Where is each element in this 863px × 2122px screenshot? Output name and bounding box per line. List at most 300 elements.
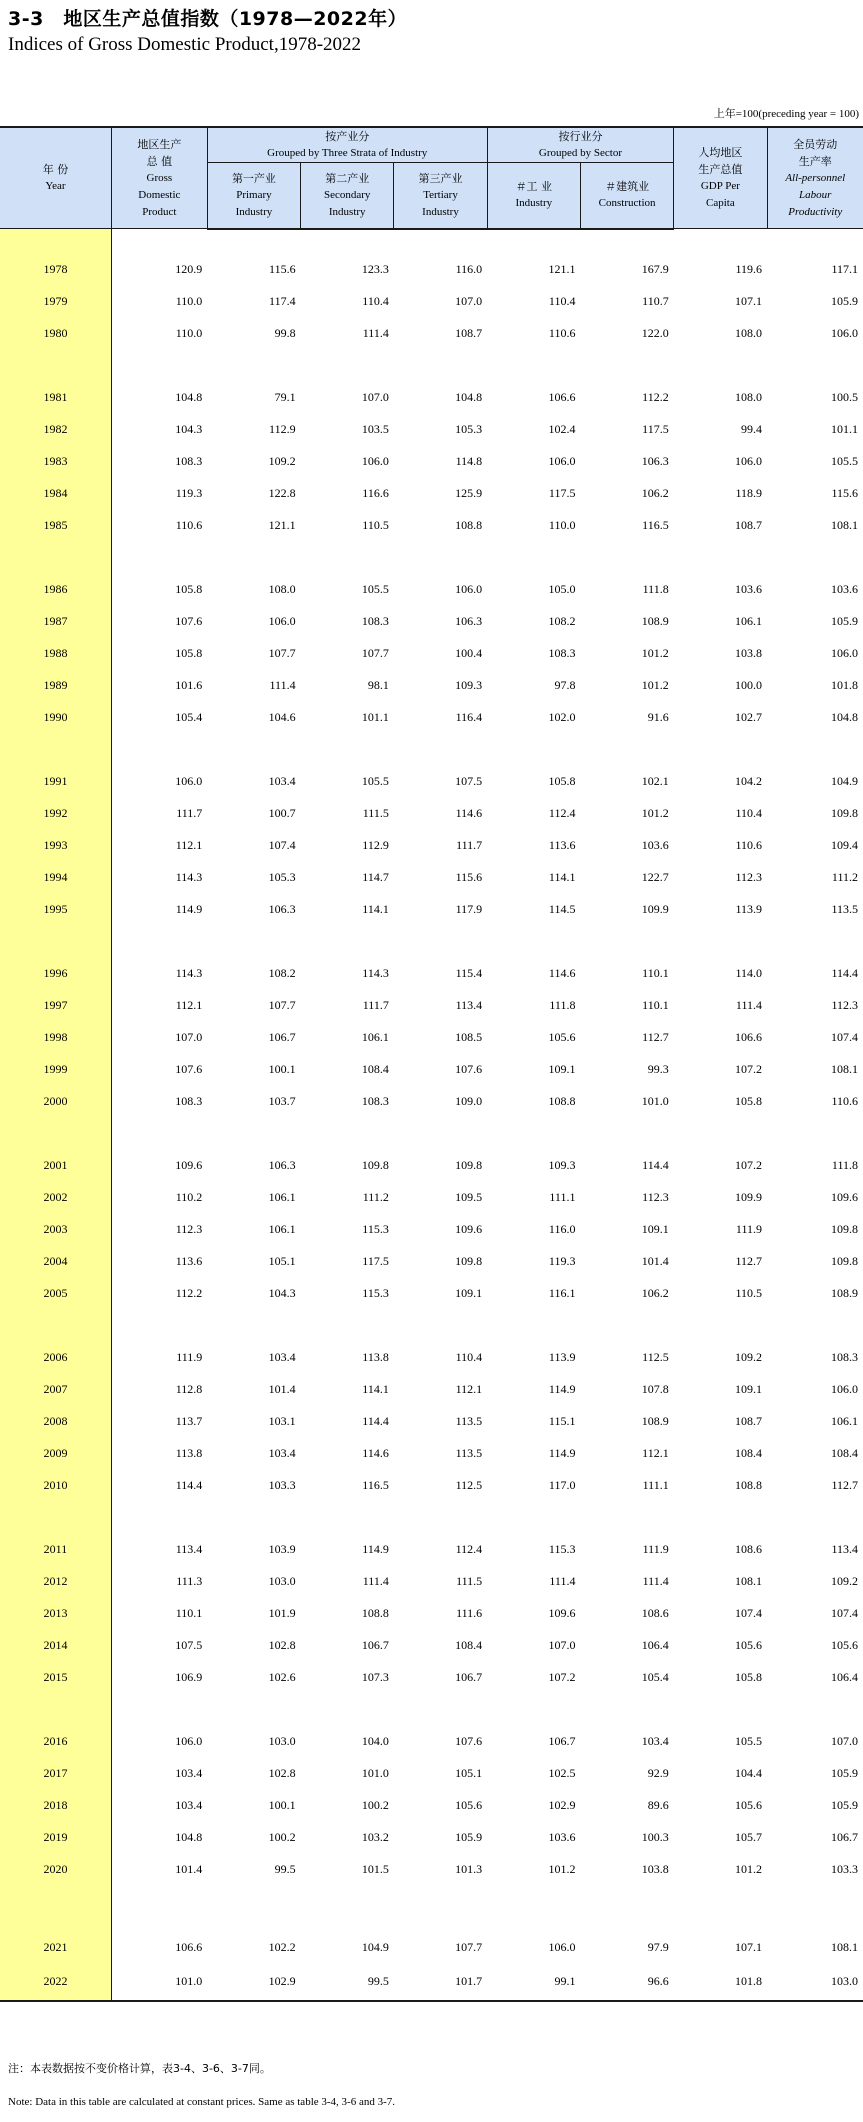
value-cell: 98.1 (367, 678, 389, 692)
value-cell: 114.9 (362, 1542, 389, 1556)
value-cell: 116.0 (455, 262, 483, 276)
year-cell: 2003 (0, 1214, 111, 1246)
value-cell (580, 1310, 673, 1342)
value-cell: 105.9 (831, 614, 858, 628)
table-row (0, 1406, 863, 1438)
value-cell: 113.4 (455, 998, 483, 1012)
header-labour-productivity (767, 127, 863, 229)
value-cell: 111.8 (549, 998, 576, 1012)
value-cell: 112.7 (831, 1478, 858, 1492)
value-cell: 108.4 (361, 1062, 389, 1076)
year-cell: 2020 (0, 1854, 111, 1886)
value-cell (394, 1310, 487, 1342)
year-cell: 1991 (0, 766, 111, 798)
value-cell: 108.8 (548, 1094, 576, 1108)
value-cell (301, 1502, 394, 1534)
header-sector-cn: 按行业分 (558, 130, 603, 143)
value-cell: 123.3 (361, 262, 389, 276)
value-cell: 114.0 (735, 966, 763, 980)
value-cell: 110.4 (735, 806, 763, 820)
value-cell: 112.2 (642, 390, 669, 404)
year-cell: 2021 (0, 1932, 111, 1964)
value-cell: 109.6 (831, 1190, 858, 1204)
header-secondary (301, 163, 394, 229)
value-cell: 89.6 (647, 1798, 669, 1812)
value-cell (580, 926, 673, 958)
value-cell: 102.8 (268, 1766, 296, 1780)
value-cell (674, 1694, 767, 1726)
value-cell: 106.2 (641, 1286, 669, 1300)
value-cell: 102.6 (268, 1670, 296, 1684)
table-row (0, 382, 863, 414)
value-cell: 108.2 (548, 614, 576, 628)
gdp-index-table-container (0, 126, 863, 2002)
value-cell: 108.6 (641, 1606, 669, 1620)
value-cell (207, 734, 300, 766)
value-cell: 102.7 (735, 710, 763, 724)
value-cell: 107.5 (455, 774, 483, 788)
value-cell: 117.4 (269, 294, 296, 308)
value-cell: 111.9 (642, 1542, 669, 1556)
value-cell: 108.4 (735, 1446, 763, 1460)
year-cell: 2015 (0, 1662, 111, 1694)
value-cell: 107.4 (735, 1606, 763, 1620)
value-cell (580, 734, 673, 766)
value-cell (111, 1502, 207, 1534)
value-cell: 106.3 (268, 902, 296, 916)
value-cell: 110.0 (175, 294, 203, 308)
value-cell: 105.0 (548, 582, 576, 596)
table-row (0, 1374, 863, 1406)
spacer-row (0, 1310, 863, 1342)
table-row (0, 1758, 863, 1790)
header-construction (580, 163, 673, 229)
table-row (0, 1662, 863, 1694)
value-cell: 102.8 (268, 1638, 296, 1652)
value-cell: 100.3 (641, 1830, 669, 1844)
value-cell (111, 1310, 207, 1342)
value-cell (487, 542, 580, 574)
value-cell: 109.3 (455, 678, 483, 692)
year-cell: 1987 (0, 606, 111, 638)
value-cell: 106.7 (831, 1830, 858, 1844)
value-cell: 103.6 (641, 838, 669, 852)
table-row (0, 414, 863, 446)
header-sector (487, 127, 674, 163)
value-cell: 108.9 (641, 614, 669, 628)
value-cell: 111.9 (735, 1222, 763, 1236)
value-cell: 107.6 (455, 1062, 483, 1076)
value-cell: 105.7 (735, 1830, 763, 1844)
year-cell: 2012 (0, 1566, 111, 1598)
value-cell: 102.1 (641, 774, 669, 788)
value-cell: 105.4 (175, 710, 203, 724)
table-row (0, 1182, 863, 1214)
header-secondary-en: Secondary Industry (324, 188, 371, 218)
value-cell: 121.1 (548, 262, 576, 276)
notes (8, 2060, 395, 2108)
value-cell: 111.4 (362, 1574, 389, 1588)
value-cell: 107.0 (455, 294, 483, 308)
year-cell (0, 734, 111, 766)
year-cell: 1993 (0, 830, 111, 862)
value-cell: 114.9 (175, 902, 203, 916)
value-cell: 104.9 (361, 1940, 389, 1954)
value-cell: 108.7 (455, 326, 483, 340)
table-row (0, 574, 863, 606)
value-cell: 101.3 (455, 1862, 483, 1876)
value-cell (394, 1502, 487, 1534)
value-cell: 112.8 (175, 1382, 203, 1396)
value-cell: 108.0 (735, 326, 763, 340)
value-cell: 105.1 (268, 1254, 296, 1268)
year-cell: 1989 (0, 670, 111, 702)
value-cell: 106.3 (268, 1158, 296, 1172)
value-cell: 108.5 (455, 1030, 483, 1044)
value-cell: 109.9 (735, 1190, 763, 1204)
value-cell (207, 542, 300, 574)
value-cell: 108.0 (268, 582, 296, 596)
table-row (0, 1438, 863, 1470)
value-cell: 107.0 (361, 390, 389, 404)
value-cell: 114.7 (362, 870, 389, 884)
year-cell (0, 1694, 111, 1726)
value-cell (580, 542, 673, 574)
value-cell: 107.3 (361, 1670, 389, 1684)
value-cell: 108.7 (735, 1414, 763, 1428)
value-cell: 108.3 (175, 1094, 203, 1108)
value-cell: 109.1 (641, 1222, 669, 1236)
table-row (0, 1054, 863, 1086)
value-cell (394, 1886, 487, 1932)
year-cell: 1990 (0, 702, 111, 734)
value-cell (580, 1118, 673, 1150)
value-cell: 116.4 (455, 710, 483, 724)
value-cell: 112.4 (455, 1542, 483, 1556)
gdp-index-table (0, 126, 863, 2002)
year-cell: 2011 (0, 1534, 111, 1566)
value-cell: 107.2 (735, 1062, 763, 1076)
value-cell: 110.5 (735, 1286, 763, 1300)
value-cell: 110.0 (548, 518, 576, 532)
value-cell: 110.6 (831, 1094, 858, 1108)
value-cell: 108.1 (831, 1062, 858, 1076)
header-tertiary-cn: 第三产业 (418, 171, 463, 185)
value-cell (394, 350, 487, 382)
value-cell: 105.5 (735, 1734, 763, 1748)
value-cell: 97.8 (554, 678, 576, 692)
value-cell: 109.8 (455, 1254, 483, 1268)
year-cell: 2006 (0, 1342, 111, 1374)
value-cell: 116.6 (362, 486, 389, 500)
value-cell: 115.1 (548, 1414, 576, 1428)
table-row (0, 1790, 863, 1822)
value-cell: 116.1 (548, 1286, 576, 1300)
year-cell: 1982 (0, 414, 111, 446)
value-cell: 113.7 (175, 1414, 203, 1428)
header-strata-en: Grouped by Three Strata of Industry (267, 147, 428, 159)
value-cell (111, 1886, 207, 1932)
value-cell: 103.7 (268, 1094, 296, 1108)
value-cell (580, 350, 673, 382)
value-cell (301, 1886, 394, 1932)
value-cell: 102.0 (548, 710, 576, 724)
value-cell (767, 229, 863, 254)
header-gdp-cn: 地区生产 总 值 (137, 137, 182, 168)
value-cell: 110.4 (362, 294, 389, 308)
value-cell (674, 229, 767, 254)
value-cell: 107.6 (175, 614, 203, 628)
value-cell: 109.1 (455, 1286, 483, 1300)
value-cell: 113.8 (362, 1350, 389, 1364)
value-cell: 110.4 (455, 1350, 483, 1364)
value-cell: 103.0 (268, 1734, 296, 1748)
value-cell: 102.9 (207, 1964, 300, 2001)
header-industry (487, 163, 580, 229)
value-cell: 103.0 (268, 1574, 296, 1588)
value-cell: 113.5 (455, 1414, 483, 1428)
value-cell: 109.6 (175, 1158, 203, 1172)
value-cell: 99.8 (274, 326, 296, 340)
page-title-english: Indices of Gross Domestic Product,1978-2022 (8, 34, 362, 55)
value-cell (767, 926, 863, 958)
value-cell: 109.8 (361, 1158, 389, 1172)
value-cell: 101.9 (268, 1606, 296, 1620)
value-cell: 104.6 (268, 710, 296, 724)
value-cell: 112.2 (175, 1286, 203, 1300)
value-cell: 113.5 (831, 902, 858, 916)
value-cell (111, 542, 207, 574)
value-cell: 106.1 (361, 1030, 389, 1044)
value-cell (674, 1118, 767, 1150)
value-cell (487, 350, 580, 382)
value-cell (301, 542, 394, 574)
value-cell: 111.1 (642, 1478, 669, 1492)
value-cell: 100.4 (455, 646, 483, 660)
value-cell: 101.6 (175, 678, 203, 692)
spacer-row (0, 1694, 863, 1726)
value-cell: 108.9 (641, 1414, 669, 1428)
value-cell (674, 1310, 767, 1342)
value-cell: 101.2 (641, 678, 669, 692)
value-cell: 110.7 (642, 294, 669, 308)
year-cell: 2013 (0, 1598, 111, 1630)
value-cell: 110.4 (548, 294, 576, 308)
value-cell: 105.8 (175, 582, 203, 596)
value-cell: 105.6 (735, 1638, 763, 1652)
table-row (0, 1630, 863, 1662)
year-cell: 1978 (0, 254, 111, 286)
value-cell: 101.4 (641, 1254, 669, 1268)
table-row (0, 862, 863, 894)
value-cell: 107.2 (735, 1158, 763, 1172)
value-cell: 107.1 (735, 1940, 763, 1954)
table-row (0, 1150, 863, 1182)
value-cell (111, 229, 207, 254)
year-cell: 1997 (0, 990, 111, 1022)
value-cell: 111.4 (642, 1574, 669, 1588)
value-cell: 101.0 (641, 1094, 669, 1108)
value-cell: 109.8 (831, 1254, 858, 1268)
year-cell: 1979 (0, 286, 111, 318)
value-cell: 106.0 (455, 582, 483, 596)
value-cell: 109.2 (268, 454, 296, 468)
value-cell: 111.4 (549, 1574, 576, 1588)
value-cell: 107.1 (735, 294, 763, 308)
value-cell: 105.8 (548, 774, 576, 788)
value-cell: 114.8 (455, 454, 483, 468)
value-cell: 121.1 (268, 518, 296, 532)
spacer-row (0, 1118, 863, 1150)
table-row (0, 1964, 863, 2001)
value-cell: 113.9 (548, 1350, 576, 1364)
value-cell: 107.4 (831, 1030, 858, 1044)
value-cell: 119.3 (175, 486, 203, 500)
value-cell: 112.3 (735, 870, 763, 884)
value-cell: 106.0 (831, 326, 858, 340)
value-cell: 114.5 (548, 902, 576, 916)
value-cell (111, 1694, 207, 1726)
value-cell (487, 1310, 580, 1342)
value-cell: 114.1 (362, 1382, 389, 1396)
value-cell (767, 1310, 863, 1342)
value-cell: 116.5 (642, 518, 669, 532)
value-cell: 117.0 (548, 1478, 576, 1492)
value-cell: 105.4 (641, 1670, 669, 1684)
value-cell: 101.8 (831, 678, 858, 692)
note-chinese: 注：本表数据按不变价格计算，表3-4、3-6、3-7同。 (8, 2062, 271, 2075)
value-cell: 105.6 (831, 1638, 858, 1652)
year-cell: 2000 (0, 1086, 111, 1118)
value-cell (301, 926, 394, 958)
value-cell (207, 1886, 300, 1932)
value-cell: 107.0 (175, 1030, 203, 1044)
value-cell (767, 734, 863, 766)
value-cell: 112.3 (175, 1222, 203, 1236)
value-cell: 104.8 (455, 390, 483, 404)
value-cell (674, 1886, 767, 1932)
value-cell (767, 1886, 863, 1932)
table-row (0, 510, 863, 542)
value-cell: 108.1 (735, 1574, 763, 1588)
header-tertiary-en: Tertiary Industry (422, 188, 459, 218)
value-cell: 104.8 (175, 1830, 203, 1844)
value-cell: 113.5 (455, 1446, 483, 1460)
value-cell: 108.8 (361, 1606, 389, 1620)
value-cell: 113.4 (831, 1542, 858, 1556)
value-cell: 115.6 (455, 870, 483, 884)
value-cell: 108.3 (361, 614, 389, 628)
value-cell: 103.8 (735, 646, 763, 660)
value-cell: 103.4 (268, 1446, 296, 1460)
value-cell (207, 350, 300, 382)
year-cell (0, 1118, 111, 1150)
value-cell: 125.9 (455, 486, 483, 500)
table-row (0, 446, 863, 478)
value-cell: 112.4 (548, 806, 576, 820)
value-cell: 111.5 (362, 806, 389, 820)
value-cell: 97.9 (647, 1940, 669, 1954)
value-cell: 106.3 (641, 454, 669, 468)
value-cell: 107.6 (455, 1734, 483, 1748)
value-cell: 106.0 (548, 454, 576, 468)
value-cell: 103.3 (831, 1862, 858, 1876)
header-year-en: Year (45, 180, 66, 192)
spacer-row (0, 229, 863, 254)
table-row (0, 638, 863, 670)
value-cell: 99.5 (274, 1862, 296, 1876)
value-cell: 106.1 (735, 614, 763, 628)
value-cell: 103.6 (831, 582, 858, 596)
value-cell: 104.8 (175, 390, 203, 404)
value-cell: 106.7 (361, 1638, 389, 1652)
value-cell: 92.9 (647, 1766, 669, 1780)
value-cell: 107.0 (548, 1638, 576, 1652)
value-cell: 110.6 (735, 838, 763, 852)
table-row (0, 606, 863, 638)
value-cell: 111.2 (362, 1190, 389, 1204)
header-gdp (111, 127, 207, 229)
value-cell: 108.3 (361, 1094, 389, 1108)
value-cell: 91.6 (647, 710, 669, 724)
spacer-row (0, 734, 863, 766)
value-cell: 111.3 (176, 1574, 203, 1588)
value-cell: 106.0 (735, 454, 763, 468)
value-cell: 112.9 (269, 422, 296, 436)
value-cell: 106.0 (268, 614, 296, 628)
header-year (0, 127, 111, 229)
value-cell: 110.6 (548, 326, 576, 340)
table-row (0, 1534, 863, 1566)
value-cell: 100.7 (268, 806, 296, 820)
header-industry-en: Industry (515, 197, 553, 210)
value-cell (674, 734, 767, 766)
value-cell: 103.9 (268, 1542, 296, 1556)
value-cell (301, 229, 394, 254)
header-construction-cn: ＃建筑业 (605, 180, 650, 194)
value-cell: 108.8 (735, 1478, 763, 1492)
value-cell: 113.6 (175, 1254, 203, 1268)
value-cell: 105.9 (831, 294, 858, 308)
value-cell: 111.5 (456, 1574, 483, 1588)
year-cell: 2004 (0, 1246, 111, 1278)
value-cell: 120.9 (175, 262, 203, 276)
value-cell: 109.1 (548, 1062, 576, 1076)
year-cell: 2002 (0, 1182, 111, 1214)
year-cell: 1998 (0, 1022, 111, 1054)
value-cell: 101.0 (111, 1964, 207, 2001)
value-cell: 115.6 (269, 262, 296, 276)
value-cell: 101.0 (361, 1766, 389, 1780)
year-cell (0, 1886, 111, 1932)
year-cell: 1984 (0, 478, 111, 510)
value-cell (487, 734, 580, 766)
value-cell: 103.4 (641, 1734, 669, 1748)
value-cell: 106.7 (455, 1670, 483, 1684)
value-cell: 109.6 (548, 1606, 576, 1620)
year-cell: 1983 (0, 446, 111, 478)
value-cell: 106.1 (268, 1190, 296, 1204)
value-cell: 106.4 (641, 1638, 669, 1652)
spacer-row (0, 542, 863, 574)
value-cell (207, 1502, 300, 1534)
value-cell (767, 1118, 863, 1150)
value-cell: 114.1 (548, 870, 576, 884)
spacer-row (0, 1886, 863, 1932)
value-cell: 104.0 (361, 1734, 389, 1748)
table-row (0, 1932, 863, 1964)
value-cell: 113.9 (735, 902, 763, 916)
